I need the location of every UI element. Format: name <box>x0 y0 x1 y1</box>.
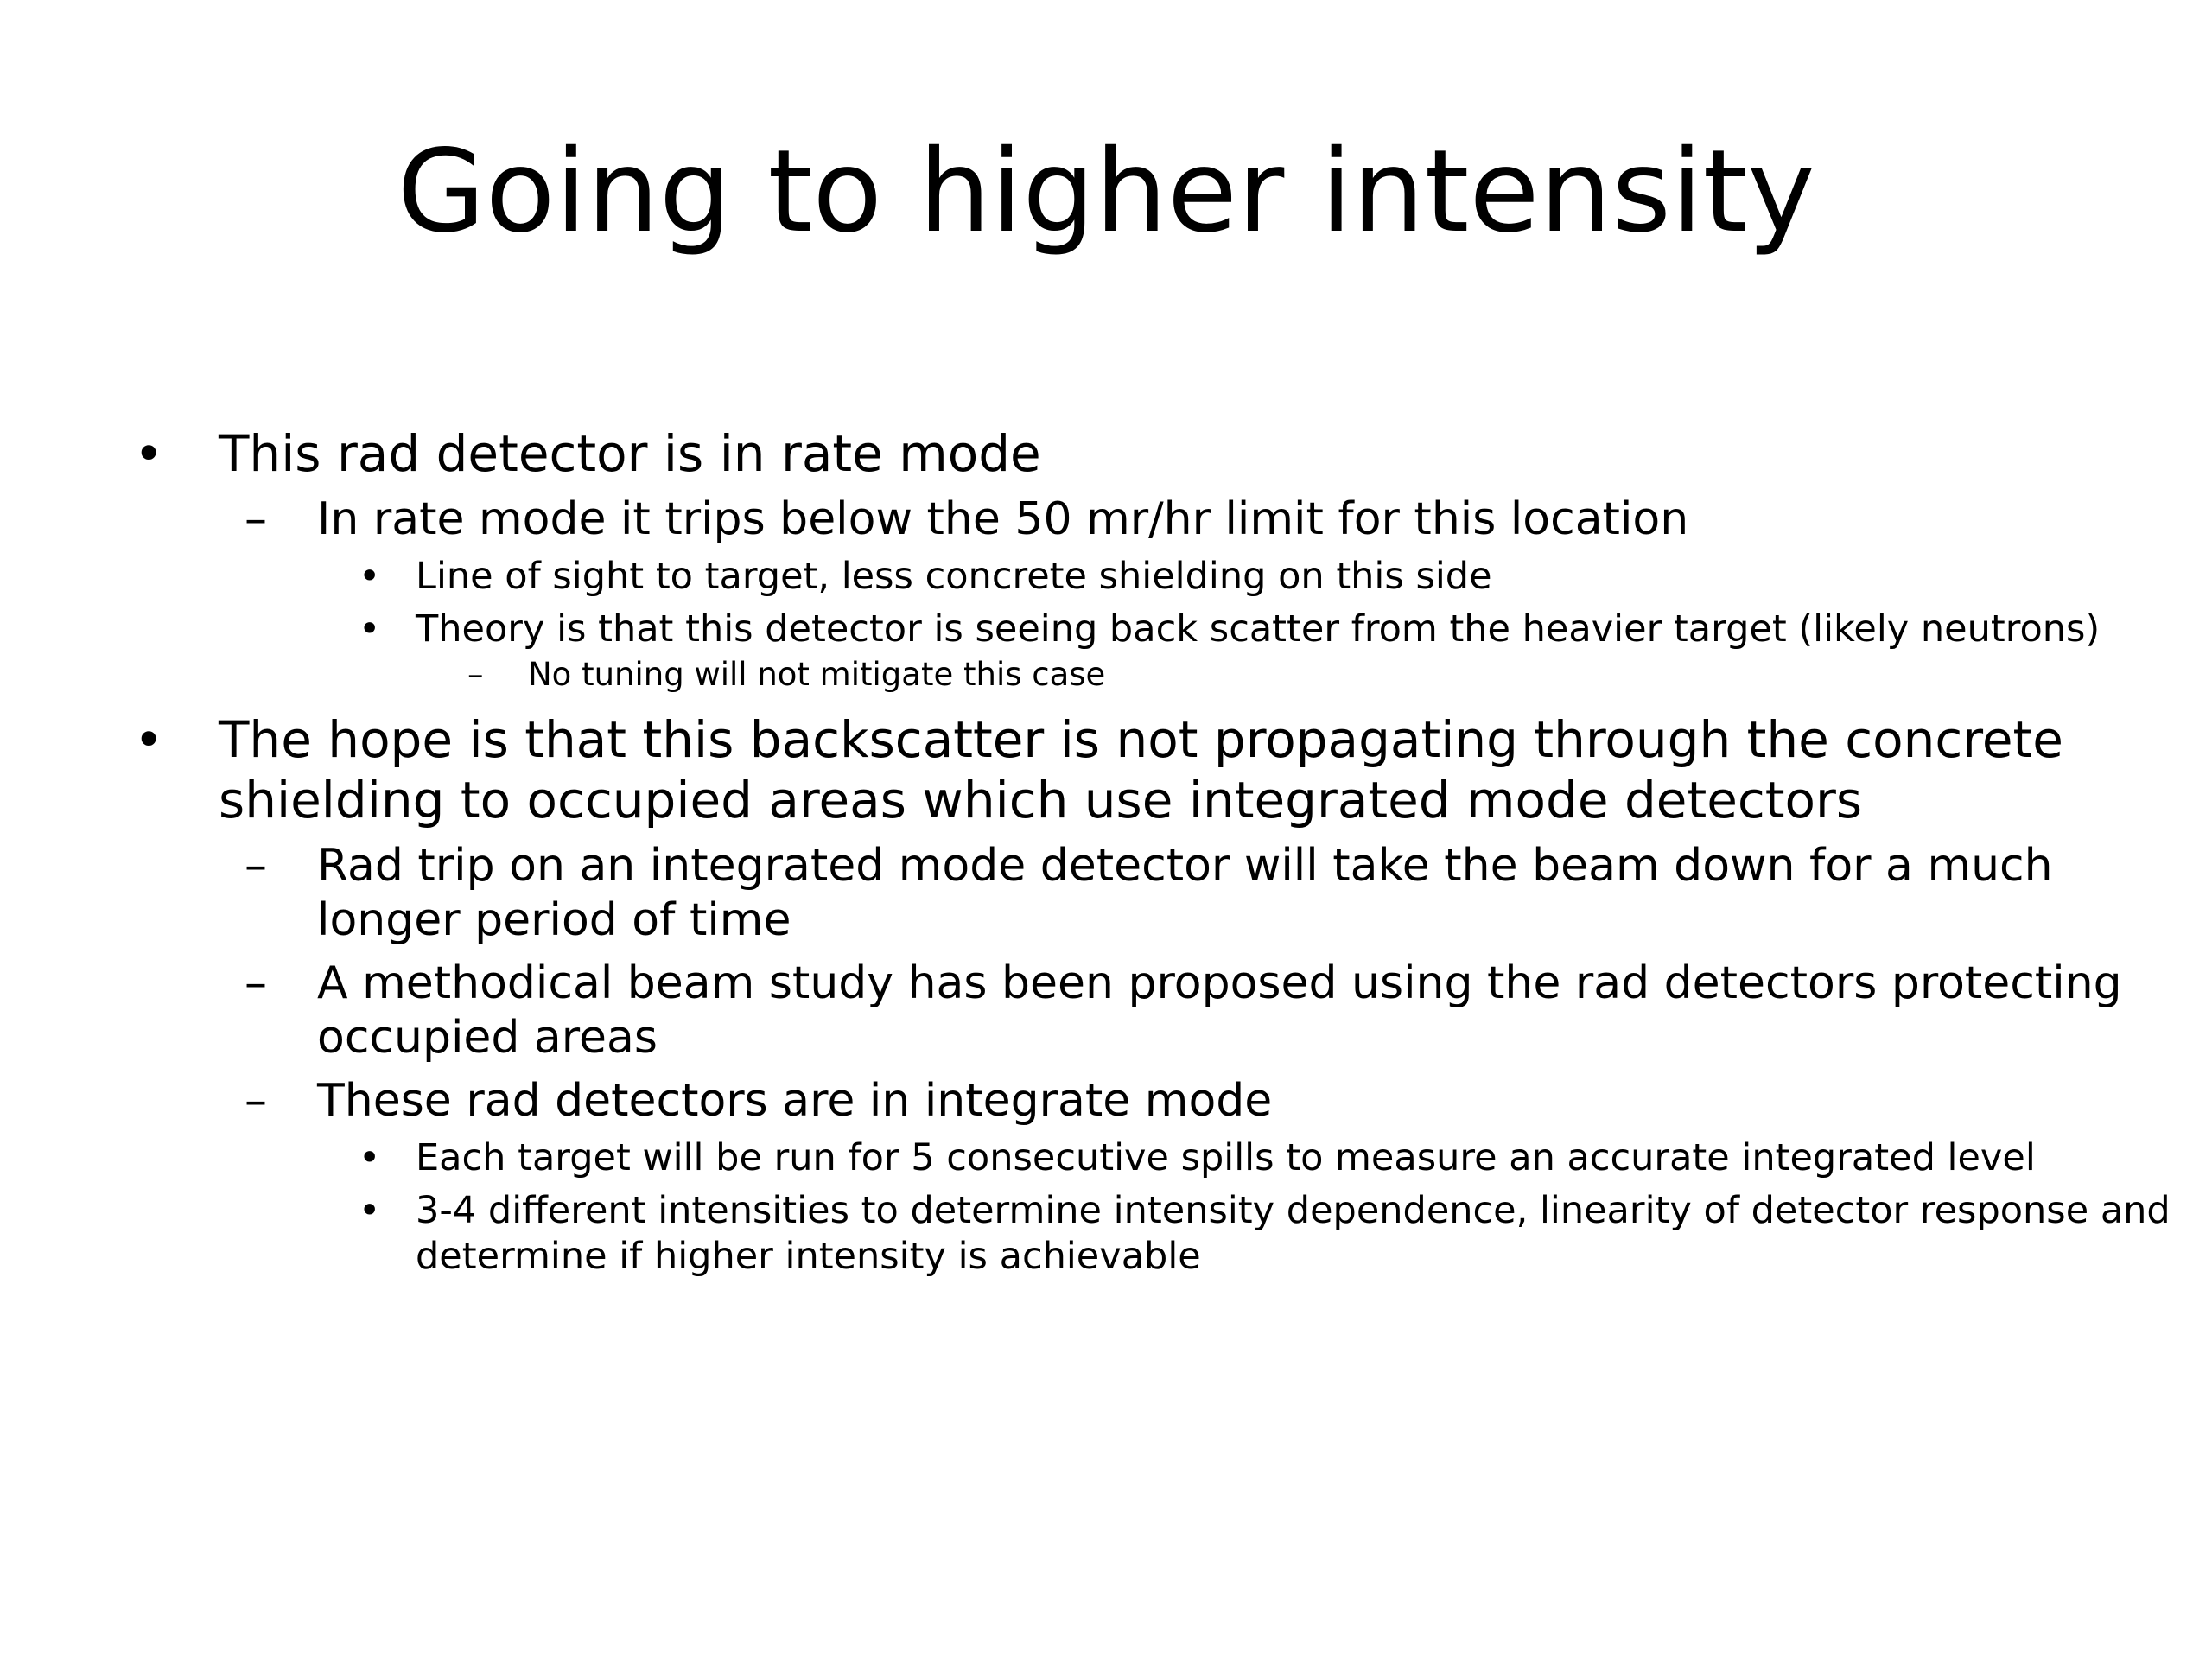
bullet-text: Rad trip on an integrated mode detector will take the beam down for a much longer period of time <box>317 840 2053 946</box>
dash-marker: – <box>467 656 484 693</box>
bullet-item-level-3 <box>0 607 2212 652</box>
bullet-item-level-2 <box>0 493 2212 547</box>
bullet-marker: • <box>359 1189 381 1232</box>
bullet-item-level-3 <box>0 554 2212 600</box>
bullet-text: Line of sight to target, less concrete shielding on this side <box>416 555 1492 598</box>
bullet-item-level-3 <box>0 1188 2212 1280</box>
bullet-item-level-1 <box>0 423 2212 484</box>
bullet-text: 3-4 different intensities to determine intensity dependence, linearity of detector response and determine if higher intensity is achievable <box>416 1189 2171 1278</box>
bullet-text: Each target will be run for 5 consecutive spills to measure an accurate integrated level <box>416 1136 2036 1179</box>
bullet-item-level-2 <box>0 1074 2212 1128</box>
bullet-marker: • <box>359 1136 381 1179</box>
bullet-item-level-2 <box>0 839 2212 948</box>
bullet-item-level-2 <box>0 957 2212 1065</box>
bullet-text: Theory is that this detector is seeing back scatter from the heavier target (likely neutrons) <box>416 607 2101 651</box>
bullet-item-level-4 <box>0 656 2212 694</box>
bullet-text: A methodical beam study has been proposed using the rad detectors protecting occupied areas <box>317 957 2122 1064</box>
bullet-item-level-1 <box>0 709 2212 830</box>
bullet-list <box>0 423 2212 1280</box>
bullet-marker: • <box>359 607 381 651</box>
slide-title: Going to higher intensity <box>397 125 1815 258</box>
dash-marker: – <box>245 957 267 1009</box>
bullet-text: These rad detectors are in integrate mode <box>317 1075 1273 1127</box>
bullet-text: This rad detector is in rate mode <box>219 424 1041 483</box>
bullet-marker: • <box>134 710 164 769</box>
dash-marker: – <box>245 493 267 545</box>
dash-marker: – <box>245 1075 267 1127</box>
bullet-text: In rate mode it trips below the 50 mr/hr limit for this location <box>317 493 1689 545</box>
bullet-text: The hope is that this backscatter is not propagating through the concrete shielding to occupied areas which use integrated mode detectors <box>219 710 2063 830</box>
dash-marker: – <box>245 840 267 892</box>
bullet-marker: • <box>359 555 381 598</box>
bullet-item-level-3 <box>0 1135 2212 1181</box>
bullet-text: No tuning will not mitigate this case <box>528 656 1106 693</box>
bullet-marker: • <box>134 424 164 483</box>
